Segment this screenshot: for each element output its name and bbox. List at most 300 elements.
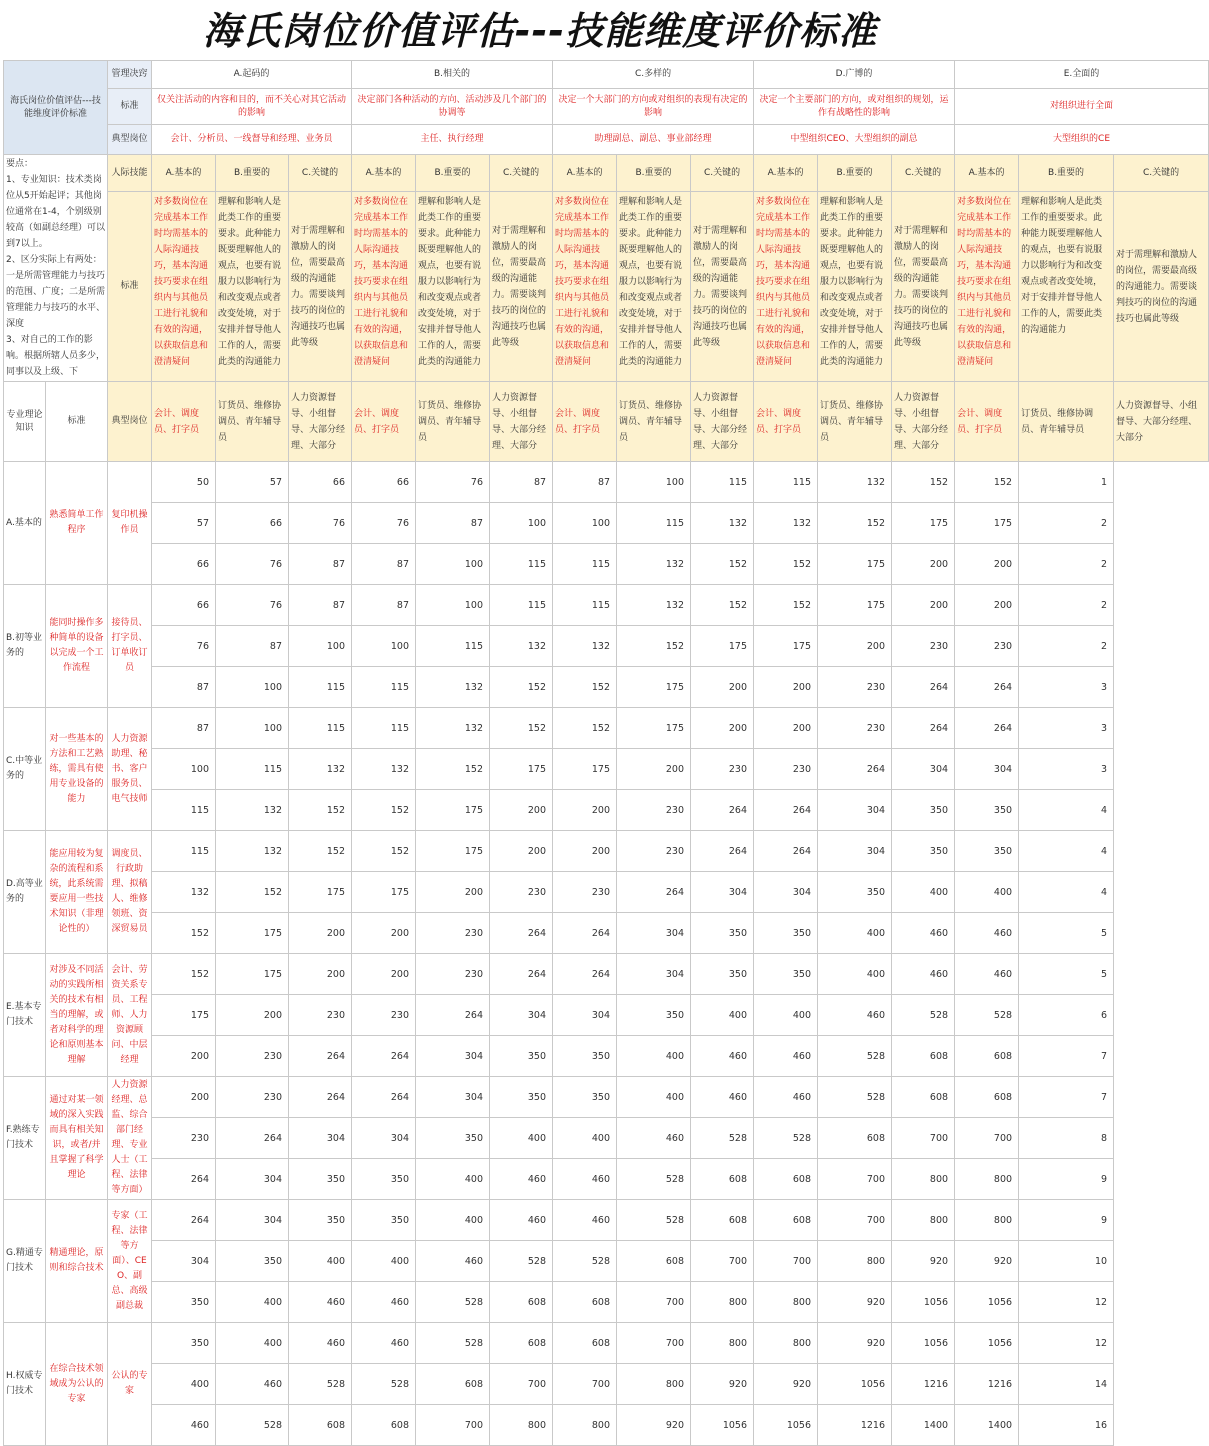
score-cell: 304 <box>216 1159 289 1200</box>
score-cell: 115 <box>691 462 754 503</box>
notes: 要点： 1、专业知识：技术类岗位从5开始起评；其他岗位通常在1-4，个别级别较高（如副总经理）可以到7以上。 2、区分实际上有两处：一是所需管理能力与技巧的范围、广度；二是所需管理能力与技巧的水平、深度 3、对自己的工作的影响。根据所辖人员多少，同事以及上级、下 <box>4 155 108 382</box>
interpersonal-std: 理解和影响人是此类工作的重要要求。此种能力既要理解他人的观点，也要有说服力以影响行为和改变观点或者改变处境，对于安排并督导他人工作的人，需要此类的沟通能力 <box>416 192 490 382</box>
score-cell: 608 <box>490 1323 553 1364</box>
score-cell: 152 <box>955 462 1019 503</box>
score-cell: 528 <box>818 1077 892 1118</box>
score-cell: 528 <box>416 1323 490 1364</box>
score-cell: 460 <box>892 954 955 995</box>
score-cell: 200 <box>691 667 754 708</box>
score-cell: 460 <box>553 1159 617 1200</box>
knowledge-level-std: 能应用较为复杂的流程和系统，此系统需要应用一些技术知识（非理论性的） <box>46 831 108 954</box>
score-cell: 350 <box>955 790 1019 831</box>
score-cell: 528 <box>216 1405 289 1446</box>
score-cell: 76 <box>216 544 289 585</box>
score-cell: 460 <box>152 1405 216 1446</box>
knowledge-level-name: D.高等业务的 <box>4 831 46 954</box>
score-cell: 400 <box>416 1200 490 1241</box>
knowledge-level-std: 对一些基本的方法和工艺熟练，需具有使用专业设备的能力 <box>46 708 108 831</box>
score-cell: 115 <box>553 544 617 585</box>
score-cell: 4 <box>1019 872 1114 913</box>
score-cell: 400 <box>216 1323 289 1364</box>
score-cell: 175 <box>216 954 289 995</box>
score-cell: 264 <box>416 995 490 1036</box>
score-cell: 920 <box>754 1364 818 1405</box>
score-cell: 6 <box>1019 995 1114 1036</box>
score-cell: 87 <box>352 585 416 626</box>
score-cell: 800 <box>691 1282 754 1323</box>
score-cell: 800 <box>754 1323 818 1364</box>
interpersonal-std: 理解和影响人是此类工作的重要要求。此种能力既要理解他人的观点，也要有说服力以影响行为和改变观点或者改变处境，对于安排并督导他人工作的人，需要此类的沟通能力 <box>818 192 892 382</box>
score-cell: 304 <box>691 872 754 913</box>
score-cell: 152 <box>754 585 818 626</box>
score-cell: 230 <box>553 872 617 913</box>
score-cell: 87 <box>152 667 216 708</box>
score-cell: 87 <box>490 462 553 503</box>
score-cell: 800 <box>553 1405 617 1446</box>
mgmt-label: 管理决窍 <box>108 61 152 89</box>
score-cell: 400 <box>617 1036 691 1077</box>
score-cell: 230 <box>216 1036 289 1077</box>
score-cell: 1056 <box>818 1364 892 1405</box>
score-cell: 230 <box>892 626 955 667</box>
score-cell: 152 <box>553 667 617 708</box>
score-cell: 528 <box>490 1241 553 1282</box>
score-cell: 920 <box>617 1405 691 1446</box>
interpersonal-level: A.基本的 <box>955 155 1019 192</box>
score-cell: 100 <box>416 585 490 626</box>
score-cell: 528 <box>955 995 1019 1036</box>
score-cell: 528 <box>818 1036 892 1077</box>
score-cell: 460 <box>289 1282 352 1323</box>
score-cell: 12 <box>1019 1282 1114 1323</box>
score-cell: 264 <box>152 1200 216 1241</box>
score-cell: 115 <box>352 708 416 749</box>
evaluation-table <box>3 60 1209 1446</box>
score-cell: 1400 <box>955 1405 1019 1446</box>
score-cell: 200 <box>955 585 1019 626</box>
mgmt-level-std: 对组织进行全面 <box>955 89 1209 125</box>
score-cell: 152 <box>553 708 617 749</box>
interpersonal-std-label: 标准 <box>108 192 152 382</box>
score-cell: 200 <box>892 585 955 626</box>
score-cell: 5 <box>1019 913 1114 954</box>
score-cell: 57 <box>152 503 216 544</box>
score-cell: 115 <box>152 790 216 831</box>
interpersonal-level: B.重要的 <box>1019 155 1114 192</box>
score-cell: 200 <box>289 913 352 954</box>
score-cell: 350 <box>216 1241 289 1282</box>
score-cell: 230 <box>754 749 818 790</box>
score-cell: 230 <box>289 995 352 1036</box>
score-cell: 400 <box>955 872 1019 913</box>
interpersonal-typical: 人力资源督导、小组督导、大部分经理、大部分 <box>490 382 553 462</box>
score-cell: 608 <box>754 1200 818 1241</box>
interpersonal-typical: 人力资源督导、小组督导、大部分经理、大部分 <box>892 382 955 462</box>
mgmt-level-name: D.广博的 <box>754 61 955 89</box>
knowledge-level-name: G.精通专门技术 <box>4 1200 46 1323</box>
knowledge-level-std: 在综合技术领域成为公认的专家 <box>46 1323 108 1446</box>
score-cell: 800 <box>490 1405 553 1446</box>
score-cell: 400 <box>818 954 892 995</box>
knowledge-level-std: 精通理论，原则和综合技术 <box>46 1200 108 1323</box>
score-cell: 76 <box>352 503 416 544</box>
score-cell: 66 <box>289 462 352 503</box>
score-cell: 100 <box>216 708 289 749</box>
score-cell: 100 <box>152 749 216 790</box>
score-cell: 7 <box>1019 1077 1114 1118</box>
score-cell: 200 <box>818 626 892 667</box>
score-cell: 700 <box>818 1200 892 1241</box>
knowledge-level-typical: 接待员、打字员、订单收订员 <box>108 585 152 708</box>
score-cell: 152 <box>152 954 216 995</box>
score-cell: 100 <box>352 626 416 667</box>
score-cell: 800 <box>691 1323 754 1364</box>
score-cell: 400 <box>416 1159 490 1200</box>
score-cell: 264 <box>352 1077 416 1118</box>
score-cell: 175 <box>216 913 289 954</box>
score-cell: 350 <box>152 1323 216 1364</box>
score-cell: 132 <box>216 790 289 831</box>
score-cell: 132 <box>289 749 352 790</box>
score-cell: 200 <box>352 954 416 995</box>
score-cell: 175 <box>152 995 216 1036</box>
score-cell: 9 <box>1019 1159 1114 1200</box>
score-cell: 200 <box>490 831 553 872</box>
score-cell: 66 <box>352 462 416 503</box>
score-cell: 400 <box>617 1077 691 1118</box>
score-cell: 264 <box>216 1118 289 1159</box>
score-cell: 400 <box>216 1282 289 1323</box>
score-cell: 230 <box>691 749 754 790</box>
knowledge-level-name: E.基本专门技术 <box>4 954 46 1077</box>
score-cell: 608 <box>955 1036 1019 1077</box>
interpersonal-std: 对多数岗位在完成基本工作时均需基本的人际沟通技巧，基本沟通技巧要求在组织内与其他员工进行礼貌和有效的沟通，以获取信息和澄清疑问 <box>352 192 416 382</box>
score-cell: 175 <box>691 626 754 667</box>
score-cell: 152 <box>216 872 289 913</box>
score-cell: 800 <box>617 1364 691 1405</box>
score-cell: 264 <box>818 749 892 790</box>
interpersonal-level: C.关键的 <box>691 155 754 192</box>
knowledge-level-typical: 人力资源助理、秘书、客户服务员、电气技师 <box>108 708 152 831</box>
score-cell: 115 <box>289 667 352 708</box>
score-cell: 460 <box>553 1200 617 1241</box>
score-cell: 264 <box>955 708 1019 749</box>
score-cell: 700 <box>955 1118 1019 1159</box>
mgmt-level-typical: 会计、分析员、一线督导和经理、业务员 <box>152 125 352 155</box>
score-cell: 152 <box>617 626 691 667</box>
score-cell: 264 <box>152 1159 216 1200</box>
score-cell: 152 <box>352 790 416 831</box>
score-cell: 608 <box>289 1405 352 1446</box>
score-cell: 115 <box>352 667 416 708</box>
knowledge-level-typical: 公认的专家 <box>108 1323 152 1446</box>
score-cell: 528 <box>754 1118 818 1159</box>
interpersonal-typical: 会计、调度员、打字员 <box>955 382 1019 462</box>
score-cell: 304 <box>289 1118 352 1159</box>
score-cell: 350 <box>152 1282 216 1323</box>
score-cell: 16 <box>1019 1405 1114 1446</box>
score-cell: 152 <box>490 708 553 749</box>
score-cell: 87 <box>152 708 216 749</box>
score-cell: 350 <box>352 1159 416 1200</box>
score-cell: 100 <box>216 667 289 708</box>
score-cell: 700 <box>490 1364 553 1405</box>
score-cell: 920 <box>955 1241 1019 1282</box>
score-cell: 2 <box>1019 585 1114 626</box>
score-cell: 264 <box>754 790 818 831</box>
score-cell: 400 <box>289 1241 352 1282</box>
score-cell: 264 <box>892 708 955 749</box>
mgmt-level-name: C.多样的 <box>553 61 754 89</box>
knowledge-label: 专业理论知识 <box>4 382 46 462</box>
score-cell: 230 <box>216 1077 289 1118</box>
score-cell: 460 <box>617 1118 691 1159</box>
score-cell: 3 <box>1019 708 1114 749</box>
score-cell: 800 <box>892 1159 955 1200</box>
interpersonal-std: 对于需理解和激励人的岗位，需要最高级的沟通能力。需要谈判技巧的岗位的沟通技巧也属此等级 <box>691 192 754 382</box>
score-cell: 230 <box>818 667 892 708</box>
mgmt-level-name: E.全面的 <box>955 61 1209 89</box>
score-cell: 1056 <box>892 1282 955 1323</box>
score-cell: 200 <box>754 667 818 708</box>
score-cell: 700 <box>416 1405 490 1446</box>
score-cell: 132 <box>352 749 416 790</box>
score-cell: 1056 <box>955 1323 1019 1364</box>
score-cell: 152 <box>289 831 352 872</box>
score-cell: 200 <box>352 913 416 954</box>
interpersonal-std: 理解和影响人是此类工作的重要要求。此种能力既要理解他人的观点，也要有说服力以影响行为和改变观点或者改变处境，对于安排并督导他人工作的人，需要此类的沟通能力 <box>617 192 691 382</box>
score-cell: 115 <box>216 749 289 790</box>
score-cell: 200 <box>892 544 955 585</box>
score-cell: 200 <box>152 1077 216 1118</box>
score-cell: 100 <box>553 503 617 544</box>
score-cell: 1216 <box>955 1364 1019 1405</box>
score-cell: 350 <box>892 790 955 831</box>
mgmt-level-std: 决定部门各种活动的方向、活动涉及几个部门的协调等 <box>352 89 553 125</box>
score-cell: 460 <box>754 1077 818 1118</box>
score-cell: 400 <box>754 995 818 1036</box>
score-cell: 264 <box>553 954 617 995</box>
score-cell: 9 <box>1019 1200 1114 1241</box>
score-cell: 152 <box>416 749 490 790</box>
score-cell: 115 <box>617 503 691 544</box>
score-cell: 400 <box>352 1241 416 1282</box>
interpersonal-level: A.基本的 <box>352 155 416 192</box>
score-cell: 350 <box>754 954 818 995</box>
score-cell: 350 <box>754 913 818 954</box>
mgmt-level-name: A.起码的 <box>152 61 352 89</box>
score-cell: 152 <box>490 667 553 708</box>
score-cell: 175 <box>490 749 553 790</box>
score-cell: 460 <box>289 1323 352 1364</box>
score-cell: 2 <box>1019 503 1114 544</box>
score-cell: 528 <box>617 1159 691 1200</box>
score-cell: 230 <box>152 1118 216 1159</box>
score-cell: 14 <box>1019 1364 1114 1405</box>
score-cell: 175 <box>754 626 818 667</box>
interpersonal-std: 对多数岗位在完成基本工作时均需基本的人际沟通技巧，基本沟通技巧要求在组织内与其他员工进行礼貌和有效的沟通，以获取信息和澄清疑问 <box>152 192 216 382</box>
score-cell: 115 <box>416 626 490 667</box>
score-cell: 175 <box>416 831 490 872</box>
score-cell: 700 <box>617 1323 691 1364</box>
score-cell: 132 <box>490 626 553 667</box>
score-cell: 528 <box>289 1364 352 1405</box>
score-cell: 1056 <box>892 1323 955 1364</box>
score-cell: 4 <box>1019 831 1114 872</box>
score-cell: 608 <box>416 1364 490 1405</box>
score-cell: 264 <box>289 1036 352 1077</box>
score-cell: 50 <box>152 462 216 503</box>
score-cell: 100 <box>289 626 352 667</box>
score-cell: 152 <box>754 544 818 585</box>
evaluation-sheet <box>3 60 1198 1440</box>
score-cell: 800 <box>955 1159 1019 1200</box>
score-cell: 350 <box>352 1200 416 1241</box>
score-cell: 350 <box>617 995 691 1036</box>
score-cell: 175 <box>352 872 416 913</box>
score-cell: 608 <box>553 1323 617 1364</box>
score-cell: 304 <box>352 1118 416 1159</box>
knowledge-level-std: 熟悉简单工作程序 <box>46 462 108 585</box>
score-cell: 460 <box>216 1364 289 1405</box>
score-cell: 264 <box>955 667 1019 708</box>
score-cell: 350 <box>490 1036 553 1077</box>
score-cell: 7 <box>1019 1036 1114 1077</box>
score-cell: 800 <box>955 1200 1019 1241</box>
interpersonal-std: 对多数岗位在完成基本工作时均需基本的人际沟通技巧，基本沟通技巧要求在组织内与其他员工进行礼貌和有效的沟通，以获取信息和澄清疑问 <box>955 192 1019 382</box>
score-cell: 175 <box>289 872 352 913</box>
score-cell: 264 <box>490 913 553 954</box>
score-cell: 800 <box>754 1282 818 1323</box>
score-cell: 115 <box>490 544 553 585</box>
score-cell: 400 <box>818 913 892 954</box>
score-cell: 460 <box>955 913 1019 954</box>
knowledge-level-name: B.初等业务的 <box>4 585 46 708</box>
score-cell: 175 <box>818 544 892 585</box>
score-cell: 76 <box>289 503 352 544</box>
score-cell: 700 <box>691 1241 754 1282</box>
score-cell: 2 <box>1019 626 1114 667</box>
score-cell: 608 <box>955 1077 1019 1118</box>
mgmt-level-std: 决定一个主要部门的方向，或对组织的规划，运作有战略性的影响 <box>754 89 955 125</box>
interpersonal-level: C.关键的 <box>490 155 553 192</box>
interpersonal-std: 对于需理解和激励人的岗位，需要最高级的沟通能力。需要谈判技巧的岗位的沟通技巧也属此等级 <box>490 192 553 382</box>
score-cell: 608 <box>691 1159 754 1200</box>
score-cell: 132 <box>617 544 691 585</box>
score-cell: 1056 <box>754 1405 818 1446</box>
mgmt-level-typical: 大型组织的CE <box>955 125 1209 155</box>
mgmt-level-typical: 主任、执行经理 <box>352 125 553 155</box>
score-cell: 152 <box>289 790 352 831</box>
knowledge-level-std: 通过对某一领域的深入实践而具有相关知识，或者/并且掌握了科学理论 <box>46 1077 108 1200</box>
interpersonal-level: C.关键的 <box>289 155 352 192</box>
score-cell: 304 <box>416 1036 490 1077</box>
score-cell: 700 <box>892 1118 955 1159</box>
score-cell: 175 <box>955 503 1019 544</box>
score-cell: 264 <box>691 831 754 872</box>
score-cell: 608 <box>691 1200 754 1241</box>
score-cell: 200 <box>691 708 754 749</box>
score-cell: 132 <box>553 626 617 667</box>
score-cell: 304 <box>490 995 553 1036</box>
score-cell: 264 <box>490 954 553 995</box>
score-cell: 152 <box>691 585 754 626</box>
mgmt-level-std: 仅关注活动的内容和目的，而不关心对其它活动的影响 <box>152 89 352 125</box>
score-cell: 66 <box>152 544 216 585</box>
score-cell: 528 <box>416 1282 490 1323</box>
interpersonal-level: A.基本的 <box>754 155 818 192</box>
score-cell: 175 <box>892 503 955 544</box>
score-cell: 400 <box>691 995 754 1036</box>
interpersonal-typical: 人力资源督导、小组督导、大部分经理、大部分 <box>1114 382 1209 462</box>
score-cell: 66 <box>216 503 289 544</box>
knowledge-level-typical: 人力资源经理、总监、综合部门经理、专业人士（工程、法律等方面） <box>108 1077 152 1200</box>
score-cell: 230 <box>352 995 416 1036</box>
score-cell: 87 <box>289 585 352 626</box>
score-cell: 132 <box>691 503 754 544</box>
score-cell: 230 <box>818 708 892 749</box>
score-cell: 400 <box>892 872 955 913</box>
knowledge-level-name: A.基本的 <box>4 462 46 585</box>
score-cell: 12 <box>1019 1323 1114 1364</box>
score-cell: 1 <box>1019 462 1114 503</box>
interpersonal-std: 对多数岗位在完成基本工作时均需基本的人际沟通技巧，基本沟通技巧要求在组织内与其他员工进行礼貌和有效的沟通，以获取信息和澄清疑问 <box>553 192 617 382</box>
score-cell: 175 <box>818 585 892 626</box>
score-cell: 76 <box>152 626 216 667</box>
interpersonal-typical: 订货员、维修协调员、青年辅导员 <box>818 382 892 462</box>
score-cell: 700 <box>754 1241 818 1282</box>
score-cell: 350 <box>289 1200 352 1241</box>
score-cell: 608 <box>553 1282 617 1323</box>
interpersonal-label: 人际技能 <box>108 155 152 192</box>
knowledge-level-name: F.熟练专门技术 <box>4 1077 46 1200</box>
score-cell: 152 <box>152 913 216 954</box>
score-cell: 152 <box>352 831 416 872</box>
score-cell: 200 <box>754 708 818 749</box>
interpersonal-typical: 人力资源督导、小组督导、大部分经理、大部分 <box>691 382 754 462</box>
score-cell: 1056 <box>955 1282 1019 1323</box>
score-cell: 66 <box>152 585 216 626</box>
score-cell: 304 <box>416 1077 490 1118</box>
score-cell: 400 <box>490 1118 553 1159</box>
interpersonal-std: 对于需理解和激励人的岗位，需要最高级的沟通能力。需要谈判技巧的岗位的沟通技巧也属此等级 <box>892 192 955 382</box>
score-cell: 115 <box>754 462 818 503</box>
score-cell: 304 <box>818 790 892 831</box>
score-cell: 400 <box>553 1118 617 1159</box>
score-cell: 264 <box>289 1077 352 1118</box>
score-cell: 4 <box>1019 790 1114 831</box>
interpersonal-level: C.关键的 <box>1114 155 1209 192</box>
score-cell: 264 <box>754 831 818 872</box>
score-cell: 608 <box>352 1405 416 1446</box>
score-cell: 304 <box>617 913 691 954</box>
interpersonal-typical: 订货员、维修协调员、青年辅导员 <box>1019 382 1114 462</box>
score-cell: 230 <box>490 872 553 913</box>
interpersonal-std: 对多数岗位在完成基本工作时均需基本的人际沟通技巧，基本沟通技巧要求在组织内与其他员工进行礼貌和有效的沟通，以获取信息和澄清疑问 <box>754 192 818 382</box>
score-cell: 350 <box>955 831 1019 872</box>
score-cell: 460 <box>691 1036 754 1077</box>
interpersonal-level: B.重要的 <box>818 155 892 192</box>
typical-label: 典型岗位 <box>108 125 152 155</box>
score-cell: 132 <box>617 585 691 626</box>
mgmt-level-typical: 中型组织CEO、大型组织的副总 <box>754 125 955 155</box>
score-cell: 350 <box>490 1077 553 1118</box>
score-cell: 608 <box>892 1077 955 1118</box>
knowledge-level-std: 能同时操作多种简单的设备以完成一个工作流程 <box>46 585 108 708</box>
interpersonal-typical: 人力资源督导、小组督导、大部分经理、大部分 <box>289 382 352 462</box>
score-cell: 115 <box>490 585 553 626</box>
score-cell: 87 <box>553 462 617 503</box>
